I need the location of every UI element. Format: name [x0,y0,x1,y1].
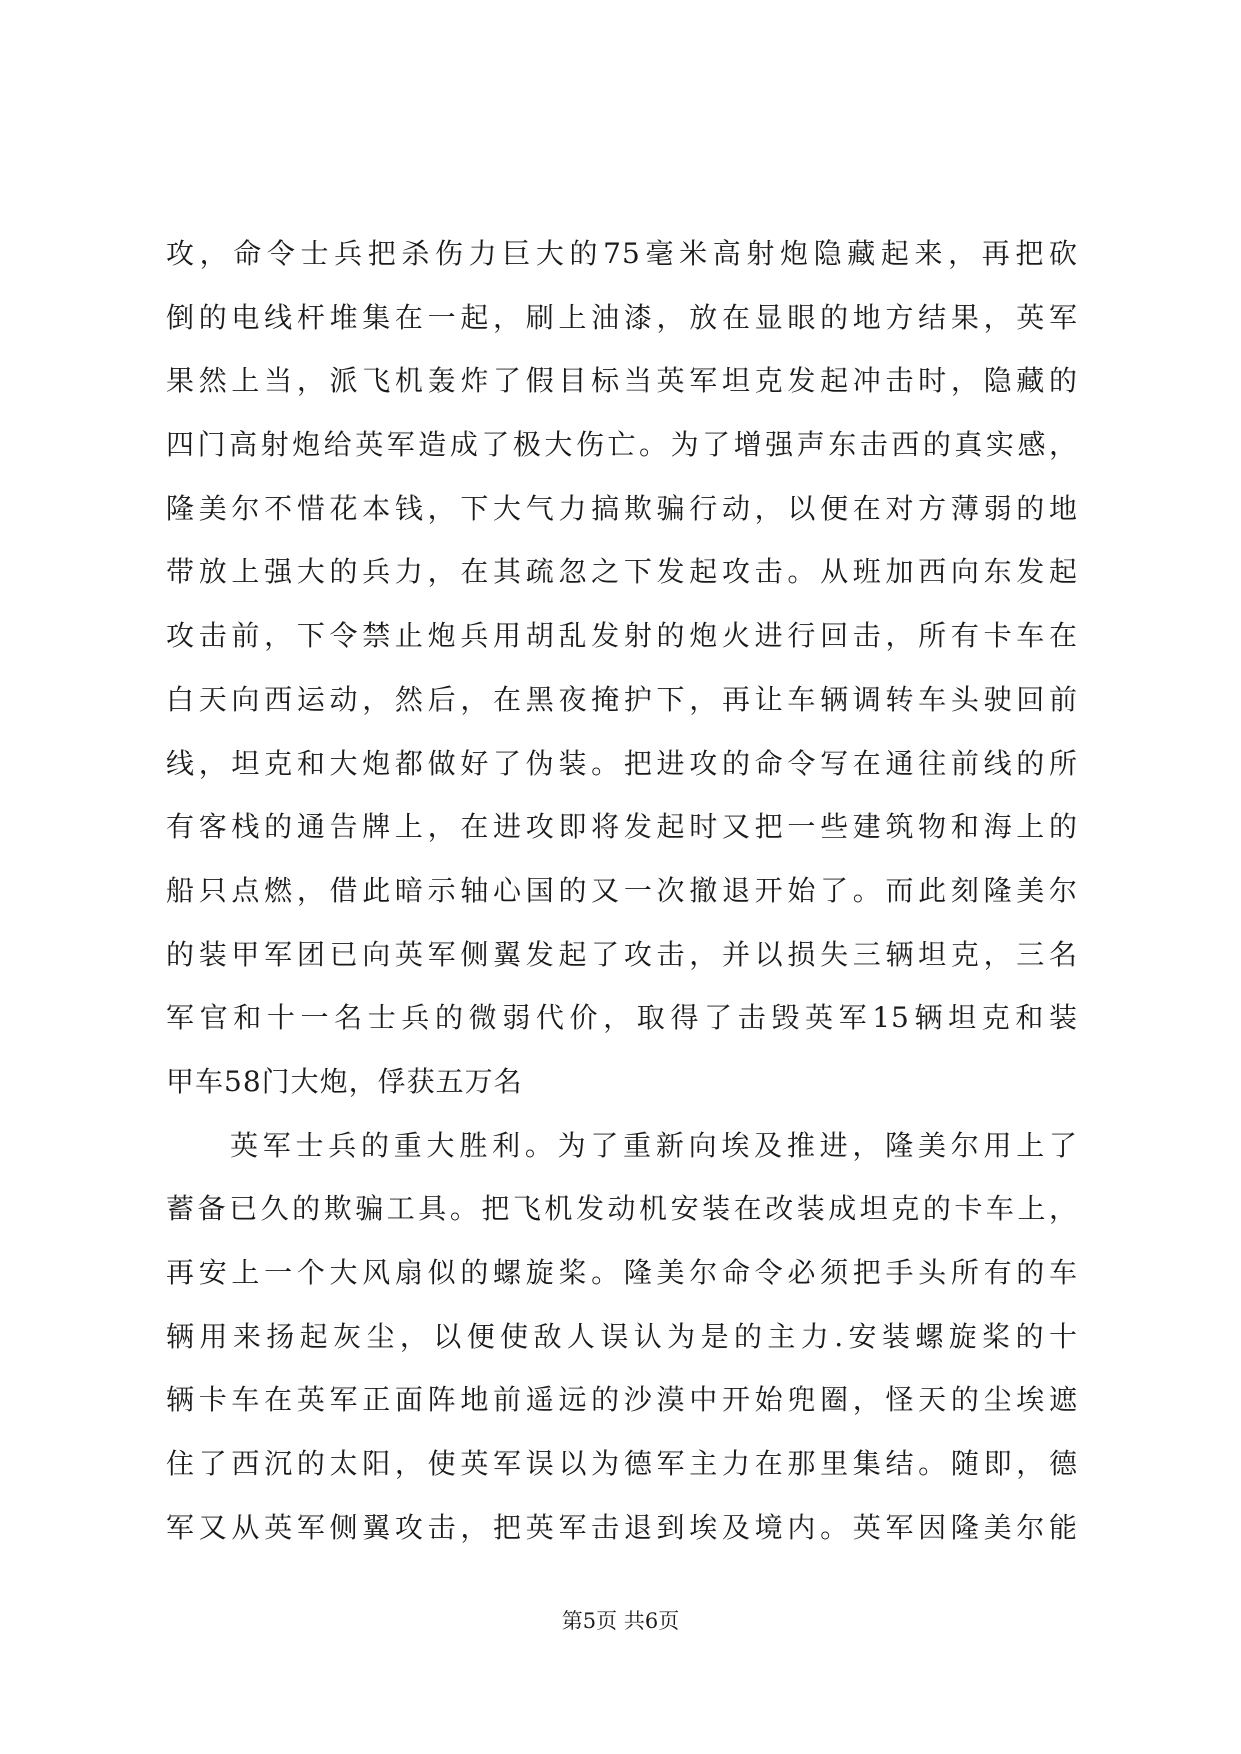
text-line: 有客栈的通告牌上，在进攻即将发起时又把一些建筑物和海上的 [166,810,1078,844]
text-line: 辆用来扬起灰尘，以便使敌人误认为是的主力.安装螺旋桨的十 [166,1319,1078,1353]
text-line: 带放上强大的兵力，在其疏忽之下发起攻击。从班加西向东发起 [166,555,1078,589]
page-number: 第5页 共6页 [561,1609,680,1633]
text-line: 攻，命令士兵把杀伤力巨大的75毫米高射炮隐藏起来，再把砍 [166,237,1078,270]
text-line: 住了西沉的太阳，使英军误以为德军主力在那里集结。随即，德 [166,1447,1078,1481]
text-line: 辆卡车在英军正面阵地前遥远的沙漠中开始兜圈，怪天的尘埃遮 [166,1383,1078,1417]
text-line: 船只点燃，借此暗示轴心国的又一次撤退开始了。而此刻隆美尔 [166,873,1078,907]
text-line: 倒的电线杆堆集在一起，刷上油漆，放在显眼的地方结果，英军 [166,300,1078,334]
text-line: 甲车58门大炮，俘获五万名 [166,1064,523,1098]
text-line: 攻击前，下令禁止炮兵用胡乱发射的炮火进行回击，所有卡车在 [166,619,1078,653]
page-footer [0,1605,1241,1635]
body-text [166,222,1078,1559]
text-line: 的装甲军团已向英军侧翼发起了攻击，并以损失三辆坦克，三名 [166,937,1078,971]
text-line: 军又从英军侧翼攻击，把英军击退到埃及境内。英军因隆美尔能 [166,1510,1078,1544]
paragraph-start-line: 英军士兵的重大胜利。为了重新向埃及推进，隆美尔用上了 [230,1128,1078,1162]
text-line: 四门高射炮给英军造成了极大伤亡。为了增强声东击西的真实感， [166,428,1078,462]
text-line: 再安上一个大风扇似的螺旋桨。隆美尔命令必须把手头所有的车 [166,1256,1078,1289]
text-line: 军官和十一名士兵的微弱代价，取得了击毁英军15辆坦克和装 [166,1001,1078,1035]
text-line: 线，坦克和大炮都做好了伪装。把进攻的命令写在通往前线的所 [166,746,1078,780]
text-line: 白天向西运动，然后，在黑夜掩护下，再让车辆调转车头驶回前 [166,682,1078,716]
text-line: 蓄备已久的欺骗工具。把飞机发动机安装在改装成坦克的卡车上， [166,1192,1078,1226]
text-line: 隆美尔不惜花本钱，下大气力搞欺骗行动，以便在对方薄弱的地 [166,491,1078,525]
text-line: 果然上当，派飞机轰炸了假目标当英军坦克发起冲击时，隐藏的 [166,364,1078,398]
